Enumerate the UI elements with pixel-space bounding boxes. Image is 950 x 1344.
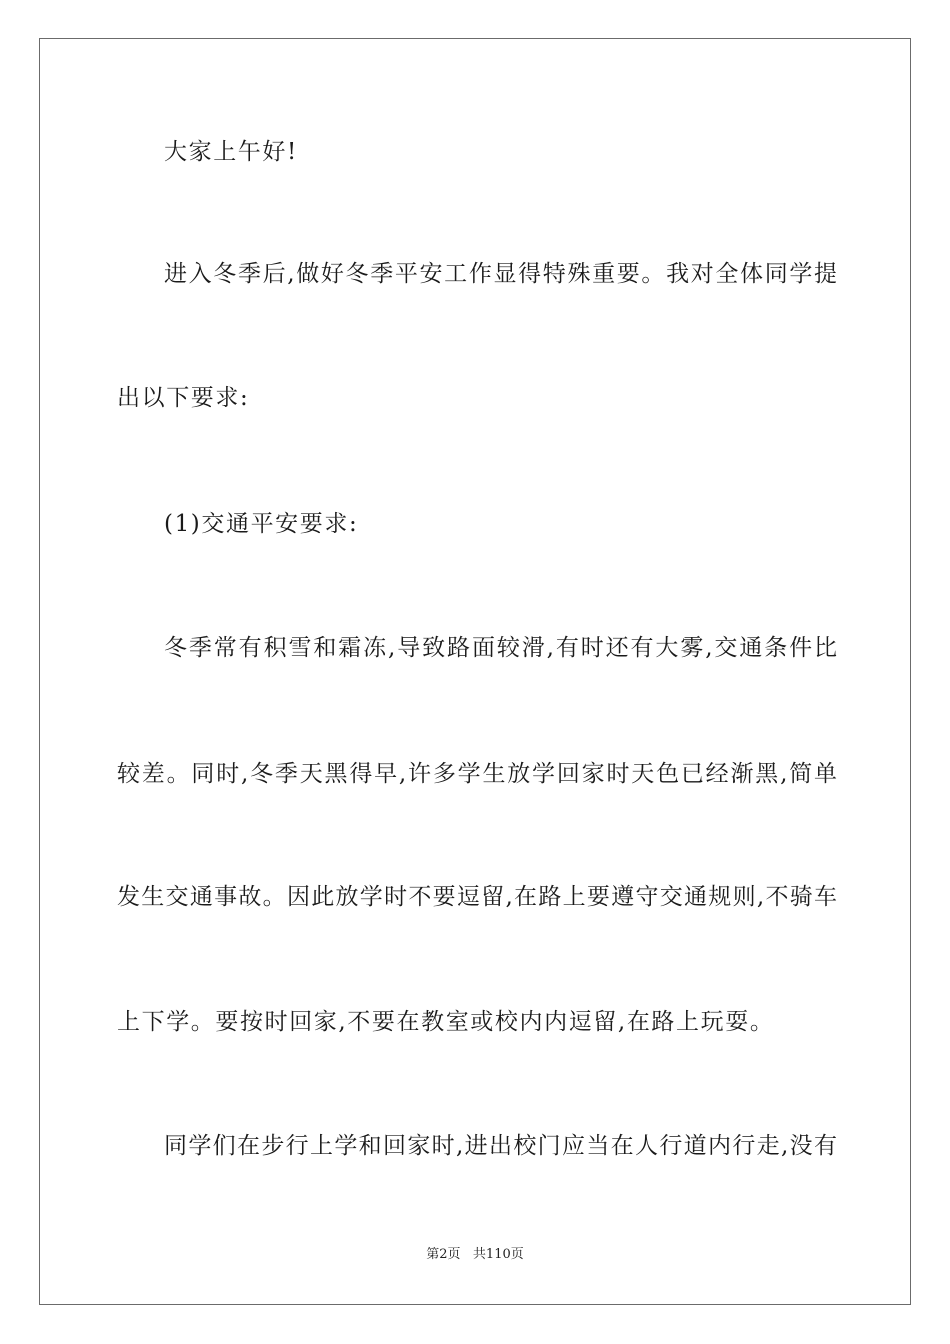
paragraph-line: 同学们在步行上学和回家时,进出校门应当在人行道内行走,没有 bbox=[164, 1133, 837, 1159]
page-footer bbox=[0, 1247, 950, 1263]
page-frame bbox=[39, 38, 911, 1305]
paragraph-line: 进入冬季后,做好冬季平安工作显得特殊重要。我对全体同学提 bbox=[164, 261, 837, 287]
paragraph-line: 较差。同时,冬季天黑得早,许多学生放学回家时天色已经渐黑,简单 bbox=[117, 761, 837, 787]
greeting-line: 大家上午好! bbox=[164, 139, 298, 165]
section-heading: (1)交通平安要求: bbox=[164, 511, 359, 537]
paragraph-line: 发生交通事故。因此放学时不要逗留,在路上要遵守交通规则,不骑车 bbox=[117, 884, 837, 910]
page-number: 第2页 bbox=[426, 1247, 461, 1262]
paragraph-line: 上下学。要按时回家,不要在教室或校内内逗留,在路上玩耍。 bbox=[117, 1009, 775, 1035]
paragraph-line: 出以下要求: bbox=[117, 385, 250, 411]
page-total: 共110页 bbox=[472, 1247, 524, 1262]
paragraph-line: 冬季常有积雪和霜冻,导致路面较滑,有时还有大雾,交通条件比 bbox=[164, 635, 837, 661]
